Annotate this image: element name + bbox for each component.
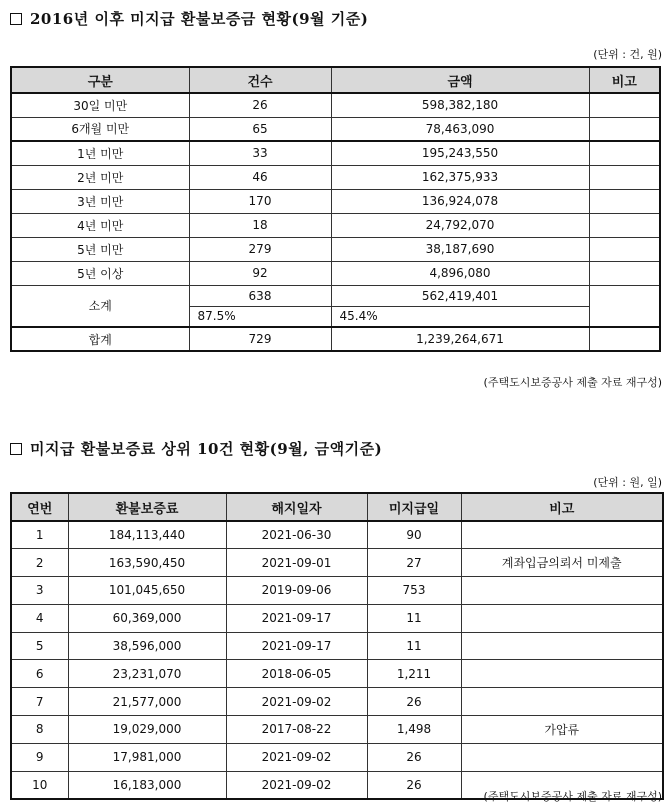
row-note — [589, 165, 660, 189]
table-row — [11, 521, 663, 549]
row-note — [461, 688, 663, 716]
row-date: 2017-08-22 — [226, 716, 367, 744]
row-no: 2 — [11, 549, 68, 577]
subtotal-amount: 562,419,401 — [331, 285, 589, 306]
row-note — [589, 93, 660, 117]
row-note — [461, 521, 663, 549]
checkbox-square-icon — [10, 13, 22, 25]
row-category: 6개월 미만 — [11, 117, 189, 141]
row-note — [589, 117, 660, 141]
table-row — [11, 688, 663, 716]
header-note: 비고 — [589, 67, 660, 93]
section2-title: 미지급 환불보증료 상위 10건 현황(9월, 금액기준) — [10, 438, 382, 459]
total-row — [11, 327, 660, 351]
total-note — [589, 327, 660, 351]
subtotal-label: 소계 — [11, 285, 189, 327]
row-date: 2019-09-06 — [226, 577, 367, 605]
table-row — [11, 577, 663, 605]
row-date: 2021-09-17 — [226, 632, 367, 660]
header-fee: 환불보증료 — [68, 493, 226, 521]
row-days: 27 — [367, 549, 461, 577]
row-no: 3 — [11, 577, 68, 605]
row-amount: 162,375,933 — [331, 165, 589, 189]
row-fee: 19,029,000 — [68, 716, 226, 744]
row-category: 5년 미만 — [11, 237, 189, 261]
table-row — [11, 165, 660, 189]
total-count: 729 — [189, 327, 331, 351]
row-count: 65 — [189, 117, 331, 141]
row-no: 1 — [11, 521, 68, 549]
row-category: 30일 미만 — [11, 93, 189, 117]
row-days: 26 — [367, 743, 461, 771]
table-row — [11, 549, 663, 577]
row-note — [589, 141, 660, 165]
header-amount: 금액 — [331, 67, 589, 93]
row-note: 가압류 — [461, 716, 663, 744]
row-amount: 78,463,090 — [331, 117, 589, 141]
row-no: 8 — [11, 716, 68, 744]
row-amount: 195,243,550 — [331, 141, 589, 165]
row-fee: 17,981,000 — [68, 743, 226, 771]
table-row — [11, 141, 660, 165]
row-count: 92 — [189, 261, 331, 285]
row-no: 4 — [11, 604, 68, 632]
row-days: 1,498 — [367, 716, 461, 744]
top10-refund-fee-table — [10, 492, 664, 800]
row-days: 11 — [367, 604, 461, 632]
row-days: 26 — [367, 688, 461, 716]
checkbox-square-icon — [10, 443, 22, 455]
table-row — [11, 261, 660, 285]
subtotal-row — [11, 285, 660, 306]
row-count: 279 — [189, 237, 331, 261]
row-note — [589, 261, 660, 285]
row-amount: 598,382,180 — [331, 93, 589, 117]
subtotal-count-pct: 87.5% — [189, 306, 331, 327]
row-no: 9 — [11, 743, 68, 771]
row-note — [461, 660, 663, 688]
row-date: 2021-09-02 — [226, 771, 367, 799]
section2-source: (주택도시보증공사 제출 자료 재구성) — [483, 790, 662, 803]
row-note — [461, 743, 663, 771]
header-note: 비고 — [461, 493, 663, 521]
row-note — [589, 213, 660, 237]
table-row — [11, 604, 663, 632]
row-count: 26 — [189, 93, 331, 117]
subtotal-note — [589, 285, 660, 327]
row-days: 26 — [367, 771, 461, 799]
header-category: 구분 — [11, 67, 189, 93]
row-no: 10 — [11, 771, 68, 799]
row-fee: 101,045,650 — [68, 577, 226, 605]
header-date: 해지일자 — [226, 493, 367, 521]
row-fee: 23,231,070 — [68, 660, 226, 688]
row-category: 2년 미만 — [11, 165, 189, 189]
row-count: 33 — [189, 141, 331, 165]
table-row — [11, 660, 663, 688]
table-row — [11, 117, 660, 141]
row-date: 2021-09-02 — [226, 743, 367, 771]
row-date: 2021-09-01 — [226, 549, 367, 577]
table-row — [11, 237, 660, 261]
row-days: 90 — [367, 521, 461, 549]
header-no: 연번 — [11, 493, 68, 521]
row-fee: 21,577,000 — [68, 688, 226, 716]
header-count: 건수 — [189, 67, 331, 93]
section1-source: (주택도시보증공사 제출 자료 재구성) — [483, 376, 662, 389]
row-date: 2021-09-17 — [226, 604, 367, 632]
section1-unit: (단위 : 건, 원) — [593, 48, 662, 61]
table-header-row — [11, 67, 660, 93]
row-note — [461, 632, 663, 660]
row-amount: 136,924,078 — [331, 189, 589, 213]
table-row — [11, 716, 663, 744]
header-days: 미지급일 — [367, 493, 461, 521]
row-category: 3년 미만 — [11, 189, 189, 213]
table-row — [11, 189, 660, 213]
row-fee: 16,183,000 — [68, 771, 226, 799]
row-category: 1년 미만 — [11, 141, 189, 165]
row-note — [461, 604, 663, 632]
row-days: 1,211 — [367, 660, 461, 688]
row-amount: 38,187,690 — [331, 237, 589, 261]
row-category: 4년 미만 — [11, 213, 189, 237]
row-no: 7 — [11, 688, 68, 716]
row-note — [589, 189, 660, 213]
row-note — [589, 237, 660, 261]
row-amount: 24,792,070 — [331, 213, 589, 237]
row-days: 11 — [367, 632, 461, 660]
row-note: 계좌입금의뢰서 미제출 — [461, 549, 663, 577]
row-note — [461, 577, 663, 605]
table-row — [11, 632, 663, 660]
row-fee: 163,590,450 — [68, 549, 226, 577]
section1-title: 2016년 이후 미지급 환불보증금 현황(9월 기준) — [10, 8, 368, 29]
row-fee: 60,369,000 — [68, 604, 226, 632]
row-days: 753 — [367, 577, 461, 605]
total-label: 합계 — [11, 327, 189, 351]
row-no: 5 — [11, 632, 68, 660]
table-row — [11, 93, 660, 117]
subtotal-amount-pct: 45.4% — [331, 306, 589, 327]
row-count: 18 — [189, 213, 331, 237]
row-fee: 38,596,000 — [68, 632, 226, 660]
row-date: 2018-06-05 — [226, 660, 367, 688]
row-no: 6 — [11, 660, 68, 688]
row-date: 2021-06-30 — [226, 521, 367, 549]
row-count: 170 — [189, 189, 331, 213]
row-amount: 4,896,080 — [331, 261, 589, 285]
refund-deposit-table — [10, 66, 661, 352]
table-row — [11, 213, 660, 237]
subtotal-count: 638 — [189, 285, 331, 306]
table-header-row — [11, 493, 663, 521]
table-row — [11, 743, 663, 771]
row-category: 5년 이상 — [11, 261, 189, 285]
total-amount: 1,239,264,671 — [331, 327, 589, 351]
row-fee: 184,113,440 — [68, 521, 226, 549]
section2-unit: (단위 : 원, 일) — [593, 476, 662, 489]
row-date: 2021-09-02 — [226, 688, 367, 716]
row-count: 46 — [189, 165, 331, 189]
